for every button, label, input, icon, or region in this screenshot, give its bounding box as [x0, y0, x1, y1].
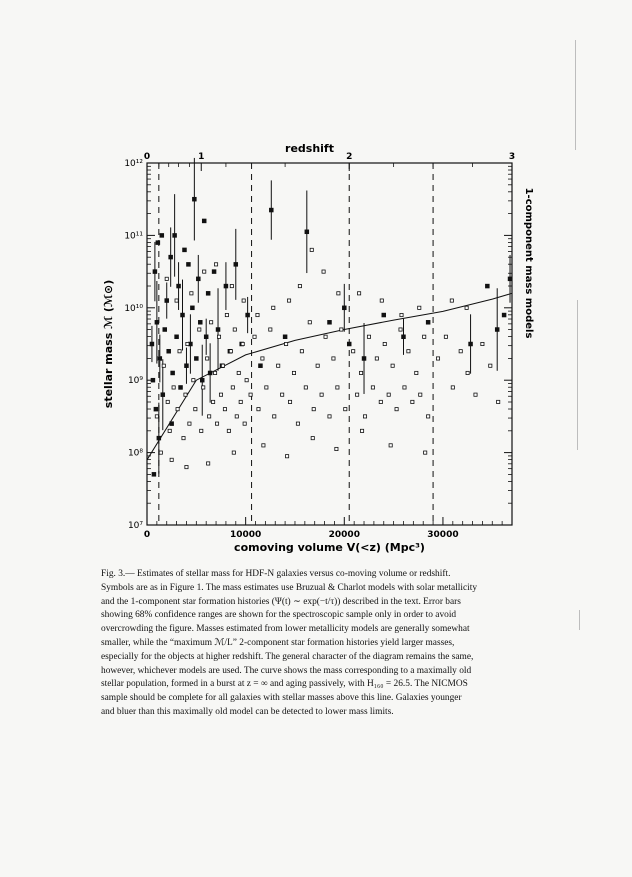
data-point-open	[188, 422, 191, 425]
caption-line: Symbols are as in Figure 1. The mass estimates use Bruzual & Charlot models with solar metallicity	[101, 582, 478, 593]
data-point-filled	[172, 233, 177, 238]
data-point-open	[214, 263, 217, 266]
data-point-open	[465, 306, 468, 309]
scan-edge-line	[579, 610, 580, 630]
data-point-filled	[163, 327, 168, 332]
data-point-filled	[495, 327, 500, 332]
data-point-open	[389, 444, 392, 447]
data-point-filled	[182, 248, 187, 253]
data-point-open	[424, 451, 427, 454]
y-tick-label: 10¹²	[124, 159, 143, 169]
data-point-open	[182, 437, 185, 440]
data-point-open	[399, 328, 402, 331]
right-axis-label: 1-component mass models	[523, 187, 534, 339]
data-point-open	[225, 313, 228, 316]
data-point-open	[328, 415, 331, 418]
data-point-filled	[362, 356, 367, 361]
caption-line: stellar population, formed in a burst at z = ∞ and aging passively, with H₁₆₀ = 26.5. The NICMOS	[101, 679, 468, 690]
data-point-open	[310, 248, 313, 251]
data-point-open	[184, 393, 187, 396]
data-point-open	[243, 422, 246, 425]
plot-frame	[147, 163, 512, 525]
caption-line: smaller, while the “maximum ℳ/L” 2-component star formation histories yield larger masses,	[101, 637, 455, 648]
data-point-filled	[224, 284, 229, 289]
data-point-open	[230, 284, 233, 287]
data-point-filled	[152, 472, 157, 477]
data-point-filled	[198, 320, 203, 325]
data-point-open	[481, 342, 484, 345]
data-point-open	[249, 393, 252, 396]
stellar-mass-figure	[80, 140, 550, 560]
data-point-open	[229, 350, 232, 353]
data-point-open	[215, 422, 218, 425]
data-point-open	[356, 393, 359, 396]
data-point-open	[400, 313, 403, 316]
data-point-filled	[158, 356, 163, 361]
data-point-open	[285, 455, 288, 458]
data-point-filled	[169, 421, 174, 426]
data-point-open	[403, 386, 406, 389]
data-point-open	[170, 458, 173, 461]
data-point-open	[207, 462, 210, 465]
data-point-filled	[327, 320, 332, 325]
data-point-open	[262, 444, 265, 447]
data-point-open	[203, 270, 206, 273]
caption-line: especially for the objects at higher redshift. The general character of the diagram remains the same,	[101, 651, 474, 662]
data-point-filled	[180, 313, 185, 318]
data-point-open	[281, 393, 284, 396]
scan-edge-line	[575, 40, 576, 150]
data-point-open	[497, 400, 500, 403]
data-point-filled	[164, 298, 169, 303]
data-point-open	[273, 415, 276, 418]
data-point-open	[450, 299, 453, 302]
data-point-filled	[194, 356, 199, 361]
y-tick-label: 10¹¹	[124, 231, 143, 242]
data-point-filled	[196, 277, 201, 282]
data-point-open	[383, 342, 386, 345]
data-point-open	[359, 371, 362, 374]
data-point-filled	[208, 371, 213, 376]
data-point-open	[322, 270, 325, 273]
data-point-open	[387, 393, 390, 396]
data-point-open	[367, 335, 370, 338]
data-point-open	[474, 393, 477, 396]
data-point-open	[415, 371, 418, 374]
redshift-tick-label: 1	[198, 152, 205, 162]
data-point-open	[304, 386, 307, 389]
data-point-open	[489, 364, 492, 367]
data-point-open	[239, 400, 242, 403]
y-tick-label: 10⁷	[127, 521, 143, 531]
data-point-open	[165, 277, 168, 280]
data-point-filled	[166, 349, 171, 354]
y-tick-label: 10⁹	[127, 376, 143, 387]
data-point-filled	[168, 255, 173, 260]
data-point-open	[288, 400, 291, 403]
data-point-open	[391, 364, 394, 367]
data-point-open	[375, 357, 378, 360]
data-point-filled	[186, 262, 191, 267]
x-tick-label: 30000	[427, 530, 459, 540]
data-point-open	[219, 393, 222, 396]
data-point-open	[194, 408, 197, 411]
data-point-open	[284, 342, 287, 345]
data-point-filled	[178, 385, 183, 390]
data-point-open	[296, 422, 299, 425]
data-point-open	[277, 364, 280, 367]
data-point-open	[162, 364, 165, 367]
data-point-filled	[426, 320, 431, 325]
scan-edge-line	[577, 300, 578, 450]
data-point-filled	[184, 363, 189, 368]
data-point-open	[185, 465, 188, 468]
data-point-open	[257, 408, 260, 411]
data-point-filled	[206, 291, 211, 296]
data-point-open	[265, 386, 268, 389]
data-point-open	[418, 306, 421, 309]
data-point-filled	[170, 371, 175, 376]
data-point-open	[155, 415, 158, 418]
data-point-open	[466, 371, 469, 374]
data-point-open	[231, 386, 234, 389]
data-point-filled	[192, 197, 197, 202]
x-tick-label: 20000	[328, 530, 360, 540]
data-point-filled	[157, 436, 162, 441]
data-point-open	[324, 335, 327, 338]
data-point-open	[371, 386, 374, 389]
data-point-open	[227, 429, 230, 432]
data-point-open	[176, 408, 179, 411]
data-point-filled	[468, 342, 473, 347]
data-point-open	[352, 350, 355, 353]
caption-line: overcrowding the figure. Masses estimated from lower metallicity models are generally somewhat	[101, 624, 470, 635]
redshift-tick-label: 2	[346, 152, 353, 162]
data-point-filled	[401, 335, 406, 340]
data-point-open	[242, 299, 245, 302]
data-point-open	[241, 342, 244, 345]
data-point-open	[419, 393, 422, 396]
data-point-open	[232, 451, 235, 454]
data-point-open	[253, 335, 256, 338]
data-point-open	[217, 335, 220, 338]
data-point-filled	[161, 392, 166, 397]
data-point-open	[237, 371, 240, 374]
data-point-filled	[150, 342, 155, 347]
data-point-filled	[502, 313, 507, 318]
data-point-open	[166, 400, 169, 403]
data-point-filled	[245, 313, 250, 318]
y-tick-label: 10⁸	[127, 448, 143, 459]
data-point-open	[198, 328, 201, 331]
data-point-open	[272, 306, 275, 309]
data-point-filled	[283, 335, 288, 340]
data-point-filled	[174, 335, 179, 340]
data-point-filled	[258, 363, 263, 368]
x-tick-label: 10000	[229, 530, 262, 540]
data-point-open	[360, 429, 363, 432]
data-point-filled	[154, 407, 159, 412]
redshift-tick-label: 3	[508, 152, 516, 162]
data-point-open	[175, 299, 178, 302]
figure-caption	[101, 568, 531, 720]
y-tick-label: 10¹⁰	[124, 303, 143, 314]
redshift-tick-label: 0	[143, 152, 151, 162]
data-point-open	[337, 292, 340, 295]
data-point-open	[269, 328, 272, 331]
data-point-open	[202, 386, 205, 389]
data-point-filled	[234, 262, 239, 267]
caption-line: showing 68% confidence ranges are shown for the spectroscopic sample only in order to avoid	[101, 610, 457, 621]
data-point-open	[436, 357, 439, 360]
data-point-open	[427, 415, 430, 418]
data-point-open	[192, 379, 195, 382]
data-point-filled	[508, 277, 513, 282]
caption-line: Fig. 3.— Estimates of stellar mass for HDF-N galaxies versus co-moving volume or redshift.	[101, 569, 451, 579]
data-point-open	[190, 292, 193, 295]
data-point-filled	[342, 306, 347, 311]
data-point-filled	[305, 230, 310, 235]
data-point-open	[332, 357, 335, 360]
data-point-filled	[347, 342, 352, 347]
data-point-filled	[204, 335, 209, 340]
data-point-open	[206, 357, 209, 360]
data-point-open	[451, 386, 454, 389]
data-point-open	[411, 400, 414, 403]
data-point-open	[221, 364, 224, 367]
data-point-open	[287, 299, 290, 302]
data-point-filled	[190, 306, 195, 311]
x-axis-label: comoving volume V(<z) (Mpc³)	[234, 541, 425, 554]
data-point-open	[223, 408, 226, 411]
data-point-open	[340, 328, 343, 331]
data-point-open	[311, 437, 314, 440]
data-point-open	[363, 415, 366, 418]
data-point-filled	[202, 219, 207, 224]
data-point-open	[395, 408, 398, 411]
data-point-filled	[200, 378, 205, 383]
data-point-open	[459, 350, 462, 353]
data-point-open	[292, 371, 295, 374]
data-point-open	[312, 408, 315, 411]
data-point-open	[444, 335, 447, 338]
scatter-plot	[80, 140, 550, 560]
data-point-filled	[151, 378, 156, 383]
data-point-open	[210, 321, 213, 324]
data-point-open	[200, 429, 203, 432]
data-point-open	[172, 386, 175, 389]
data-point-open	[308, 321, 311, 324]
data-point-open	[213, 371, 216, 374]
data-point-filled	[269, 208, 274, 213]
data-point-open	[344, 408, 347, 411]
data-point-filled	[485, 284, 490, 289]
caption-line: however, whichever models are used. The curve shows the mass corresponding to a maximally old	[101, 665, 472, 676]
data-point-open	[208, 415, 211, 418]
data-point-filled	[160, 233, 165, 238]
data-point-open	[357, 292, 360, 295]
data-point-open	[320, 393, 323, 396]
caption-line: and bluer than this maximally old model can be detected to lower mass limits.	[101, 706, 394, 717]
data-point-filled	[156, 240, 161, 245]
data-point-open	[186, 342, 189, 345]
caption-line: sample should be complete for all galaxies with stellar masses above this line. Galaxies younger	[101, 693, 462, 704]
data-point-filled	[216, 327, 221, 332]
data-point-open	[298, 284, 301, 287]
data-point-open	[316, 364, 319, 367]
data-point-open	[335, 447, 338, 450]
data-point-open	[178, 350, 181, 353]
top-axis-label: redshift	[285, 142, 334, 155]
data-point-filled	[212, 269, 217, 274]
data-point-open	[300, 350, 303, 353]
data-point-open	[159, 451, 162, 454]
data-point-open	[168, 429, 171, 432]
data-point-open	[233, 328, 236, 331]
data-point-filled	[382, 313, 387, 318]
data-point-open	[336, 386, 339, 389]
caption-line: and the 1-component star formation histories (Ψ(t) ∼ exp(−t/τ)) described in the text. Error bars	[101, 596, 461, 607]
data-point-open	[256, 313, 259, 316]
x-tick-label: 0	[143, 530, 151, 540]
data-point-filled	[176, 284, 181, 289]
data-point-open	[379, 400, 382, 403]
data-point-filled	[153, 269, 158, 274]
data-point-open	[407, 350, 410, 353]
data-point-open	[245, 379, 248, 382]
data-point-open	[211, 400, 214, 403]
data-point-open	[380, 299, 383, 302]
data-point-filled	[155, 320, 160, 325]
y-axis-label: stellar mass ℳ (ℳ⊙)	[102, 279, 115, 409]
data-point-open	[235, 415, 238, 418]
data-point-open	[423, 335, 426, 338]
data-point-open	[261, 357, 264, 360]
